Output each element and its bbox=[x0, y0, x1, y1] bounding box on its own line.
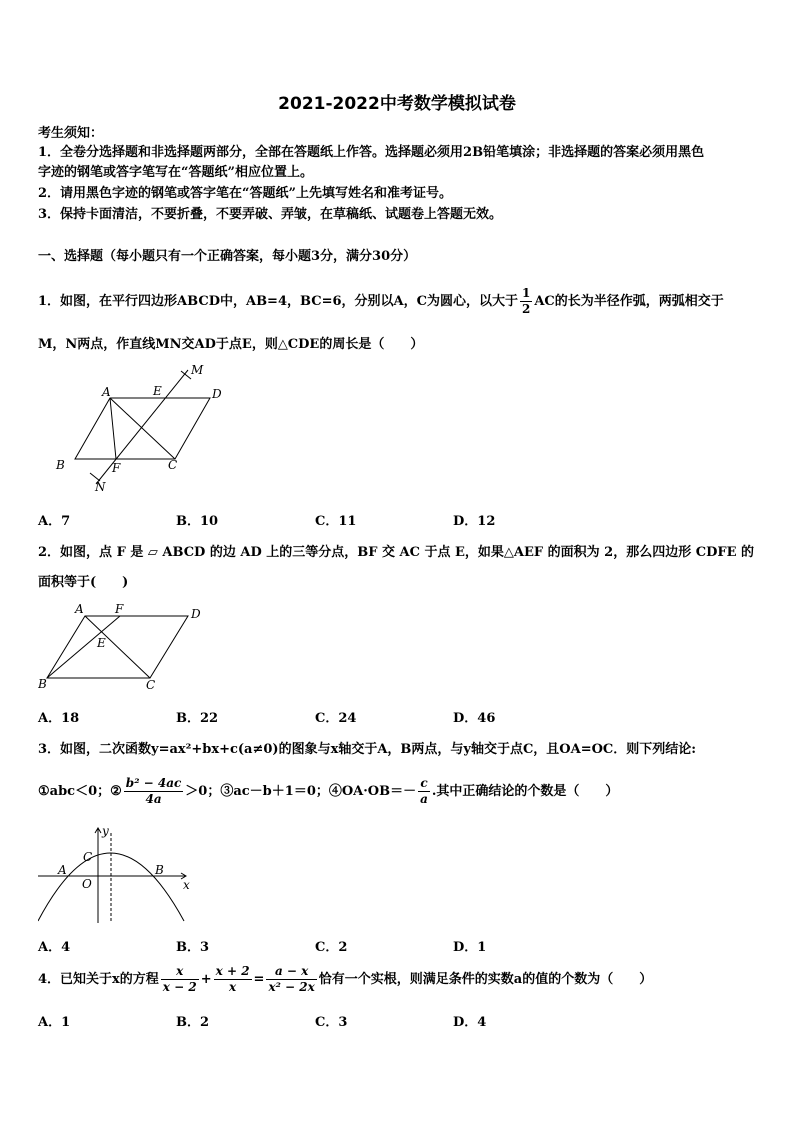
q4-fraction-2 bbox=[214, 964, 252, 995]
notice-line-2: 2．请用黑色字迹的钢笔或答字笔在“答题纸”上先填写姓名和准考证号。 bbox=[38, 186, 453, 201]
q4-plus: + bbox=[200, 972, 212, 987]
q3-stmt-2: ＞0；③ac－b＋1＝0；④OA·OB＝－ bbox=[185, 784, 417, 799]
q4-option-c[interactable]: C．3 bbox=[315, 1015, 348, 1030]
q3-label-b: B bbox=[155, 863, 164, 877]
q3-stmt-1: ①abc＜0；② bbox=[38, 784, 122, 799]
q1-label-n: N bbox=[95, 480, 106, 494]
q3-option-d[interactable]: D．1 bbox=[453, 940, 487, 955]
q1-figure bbox=[38, 360, 238, 495]
q2-label-c: C bbox=[146, 678, 156, 692]
q3-frac2-den: 4a bbox=[145, 792, 162, 806]
q4-line-1 bbox=[38, 964, 652, 995]
q1-fraction bbox=[520, 286, 532, 317]
q1-label-m: M bbox=[191, 363, 204, 377]
q1-label-b: B bbox=[56, 458, 65, 472]
notice-heading: 考生须知： bbox=[38, 126, 104, 141]
q1-diagonal-ac bbox=[110, 398, 175, 459]
q3-line-2 bbox=[38, 776, 618, 807]
q1-line-2: M，N两点，作直线MN交AD于点E，则△CDE的周长是（ ） bbox=[38, 337, 424, 352]
q1-segment-af bbox=[110, 398, 116, 459]
q2-label-e: E bbox=[97, 636, 106, 650]
q4-fraction-3 bbox=[266, 964, 316, 995]
q3-option-b[interactable]: B．3 bbox=[176, 940, 210, 955]
q3-fraction-3 bbox=[418, 776, 430, 807]
q2-line-1: 2．如图，点 F 是 ▱ ABCD 的边 AD 上的三等分点，BF 交 AC 于点 E，如果△AEF 的面积为 2，那么四边形 CDFE 的 bbox=[38, 545, 755, 560]
section-heading: 一、选择题（每小题只有一个正确答案，每小题3分，满分30分） bbox=[38, 249, 417, 264]
q2-diagonal-ac bbox=[85, 616, 150, 678]
q4-f1-num: x bbox=[161, 964, 199, 980]
notice-line-1a: 1．全卷分选择题和非选择题两部分，全部在答题纸上作答。选择题必须用2B铅笔填涂；非选择题的答案必须用黑色 bbox=[38, 145, 705, 160]
q1-option-b[interactable]: B．10 bbox=[176, 514, 219, 529]
notice-line-1b: 字迹的钢笔或答字笔写在“答题纸”相应位置上。 bbox=[38, 165, 313, 180]
q4-option-d[interactable]: D．4 bbox=[453, 1015, 487, 1030]
q2-label-d: D bbox=[191, 607, 201, 621]
q4-f2-num: x + 2 bbox=[215, 964, 250, 978]
q1-text-pre: 1．如图，在平行四边形ABCD中，AB=4，BC=6，分别以A，C为圆心，以大于 bbox=[38, 294, 518, 309]
q4-text-post: 恰有一个实根，则满足条件的实数a的值的个数为（ ） bbox=[318, 972, 653, 987]
q3-frac3-num: c bbox=[418, 776, 430, 792]
q4-fraction-1 bbox=[161, 964, 199, 995]
q2-label-f: F bbox=[115, 602, 124, 616]
q1-frac-num: 1 bbox=[521, 286, 531, 300]
q3-label-o: O bbox=[82, 877, 92, 891]
q2-option-a[interactable]: A．18 bbox=[38, 711, 80, 726]
q2-label-b: B bbox=[38, 677, 47, 691]
q3-label-y: y bbox=[102, 824, 109, 838]
q3-label-c: C bbox=[83, 850, 93, 864]
page-title: 2021-2022中考数学模拟试卷 bbox=[278, 94, 516, 114]
q2-label-a: A bbox=[75, 602, 84, 616]
q3-option-c[interactable]: C．2 bbox=[315, 940, 348, 955]
q1-option-c[interactable]: C．11 bbox=[315, 514, 357, 529]
q3-frac2-num: b² − 4ac bbox=[125, 776, 182, 790]
q1-label-d: D bbox=[212, 387, 222, 401]
q1-option-a[interactable]: A．7 bbox=[38, 514, 71, 529]
q4-f1-den: x − 2 bbox=[162, 980, 197, 994]
q1-label-f: F bbox=[112, 461, 121, 475]
q1-option-d[interactable]: D．12 bbox=[453, 514, 496, 529]
q4-f3-den: x² − 2x bbox=[268, 980, 315, 994]
q3-frac3-den: a bbox=[420, 792, 428, 806]
q1-text-post: AC的长为半径作弧，两弧相交于 bbox=[534, 294, 724, 309]
q3-figure bbox=[38, 823, 198, 928]
q3-label-a: A bbox=[58, 863, 67, 877]
q2-option-d[interactable]: D．46 bbox=[453, 711, 496, 726]
q4-option-b[interactable]: B．2 bbox=[176, 1015, 210, 1030]
q4-option-a[interactable]: A．1 bbox=[38, 1015, 71, 1030]
q4-f3-num: a − x bbox=[266, 964, 316, 980]
q1-label-a: A bbox=[102, 385, 111, 399]
q4-text-pre: 4．已知关于x的方程 bbox=[38, 972, 159, 987]
q2-option-c[interactable]: C．24 bbox=[315, 711, 357, 726]
q3-line-1: 3．如图，二次函数y=ax²+bx+c(a≠0)的图象与x轴交于A，B两点，与y轴交于点C，且OA=OC．则下列结论: bbox=[38, 742, 697, 757]
q1-label-c: C bbox=[168, 458, 178, 472]
notice-line-3: 3．保持卡面清洁，不要折叠，不要弄破、弄皱，在草稿纸、试题卷上答题无效。 bbox=[38, 207, 503, 222]
q1-frac-den: 2 bbox=[521, 302, 531, 316]
q4-f2-den: x bbox=[229, 980, 237, 994]
q2-option-b[interactable]: B．22 bbox=[176, 711, 219, 726]
q3-label-x: x bbox=[183, 878, 190, 892]
q2-line-2: 面积等于( ) bbox=[38, 575, 129, 590]
q4-equals: = bbox=[253, 972, 265, 987]
q3-option-a[interactable]: A．4 bbox=[38, 940, 71, 955]
q1-line-1 bbox=[38, 286, 724, 317]
q2-segment-bf bbox=[47, 616, 120, 678]
q2-figure bbox=[38, 598, 208, 698]
q3-fraction-2 bbox=[124, 776, 184, 807]
q3-stmt-3: .其中正确结论的个数是（ ） bbox=[431, 784, 619, 799]
q1-label-e: E bbox=[153, 384, 162, 398]
